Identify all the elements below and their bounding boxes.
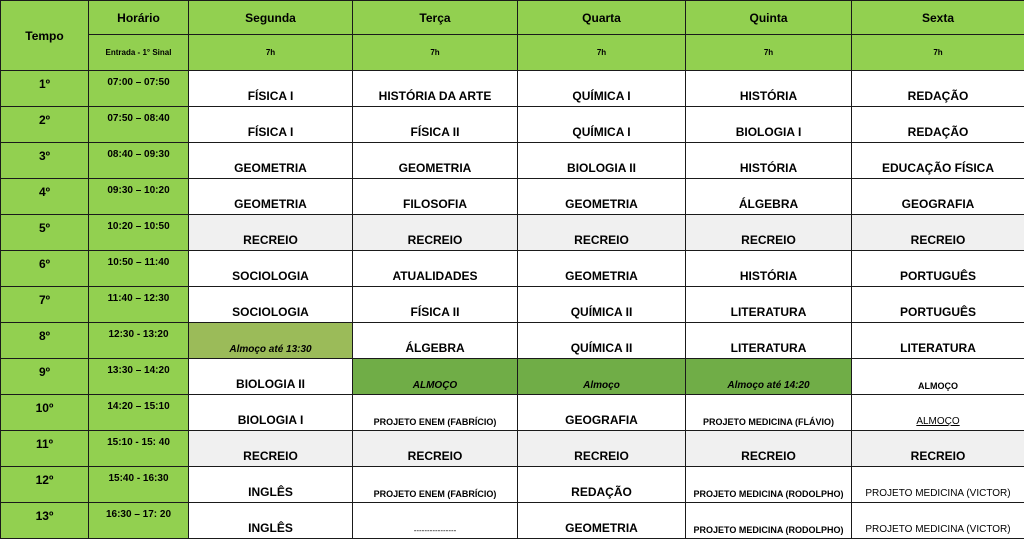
horario-cell: 07:00 – 07:50: [89, 71, 189, 107]
class-cell: PROJETO ENEM (FABRÍCIO): [353, 395, 518, 431]
tempo-cell: 4º: [1, 179, 89, 215]
horario-cell: 08:40 – 09:30: [89, 143, 189, 179]
class-cell: GEOMETRIA: [189, 179, 353, 215]
horario-header: Horário: [89, 1, 189, 35]
day-header: Segunda: [189, 1, 353, 35]
class-cell: QUÍMICA II: [518, 287, 686, 323]
entrada-label: Entrada - 1° Sinal: [89, 35, 189, 71]
horario-cell: 10:50 – 11:40: [89, 251, 189, 287]
tempo-cell: 5º: [1, 215, 89, 251]
class-cell: FÍSICA II: [353, 287, 518, 323]
tempo-cell: 12º: [1, 467, 89, 503]
lunch-cell: ALMOÇO: [852, 359, 1024, 395]
class-cell: GEOMETRIA: [518, 503, 686, 539]
table-row: [1, 323, 1024, 359]
table-row: [1, 359, 1024, 395]
recreio-cell: RECREIO: [518, 215, 686, 251]
class-cell: LITERATURA: [852, 323, 1024, 359]
table-row: [1, 395, 1024, 431]
class-cell: SOCIOLOGIA: [189, 251, 353, 287]
class-cell: ATUALIDADES: [353, 251, 518, 287]
entry-time: 7h: [353, 35, 518, 71]
class-cell: QUÍMICA I: [518, 71, 686, 107]
tempo-cell: 8º: [1, 323, 89, 359]
class-cell: PROJETO MEDICINA (FLÁVIO): [686, 395, 852, 431]
table-row: [1, 71, 1024, 107]
recreio-cell: RECREIO: [353, 215, 518, 251]
recreio-cell: RECREIO: [353, 431, 518, 467]
tempo-cell: 10º: [1, 395, 89, 431]
class-cell: REDAÇÃO: [518, 467, 686, 503]
table-row: [1, 143, 1024, 179]
empty-cell: ----------------: [353, 503, 518, 539]
lunch-cell: ALMOÇO: [852, 395, 1024, 431]
class-cell: HISTÓRIA: [686, 251, 852, 287]
tempo-cell: 9º: [1, 359, 89, 395]
class-cell: REDAÇÃO: [852, 107, 1024, 143]
day-header: Terça: [353, 1, 518, 35]
class-cell: GEOMETRIA: [189, 143, 353, 179]
entry-time: 7h: [189, 35, 353, 71]
entry-time: 7h: [852, 35, 1024, 71]
recreio-cell: RECREIO: [852, 431, 1024, 467]
recreio-cell: RECREIO: [518, 431, 686, 467]
class-cell: HISTÓRIA: [686, 143, 852, 179]
class-cell: LITERATURA: [686, 323, 852, 359]
class-cell: LITERATURA: [686, 287, 852, 323]
tempo-cell: 3º: [1, 143, 89, 179]
table-row: [1, 503, 1024, 539]
entry-time: 7h: [686, 35, 852, 71]
lunch-cell: Almoço: [518, 359, 686, 395]
day-header: Quinta: [686, 1, 852, 35]
class-cell: FÍSICA II: [353, 107, 518, 143]
class-cell: PROJETO MEDICINA (VICTOR): [852, 467, 1024, 503]
tempo-cell: 6º: [1, 251, 89, 287]
lunch-cell: Almoço até 14:20: [686, 359, 852, 395]
tempo-cell: 13º: [1, 503, 89, 539]
horario-cell: 15:40 - 16:30: [89, 467, 189, 503]
lunch-cell: Almoço até 13:30: [189, 323, 353, 359]
table-row: [1, 179, 1024, 215]
table-row: [1, 467, 1024, 503]
horario-cell: 09:30 – 10:20: [89, 179, 189, 215]
class-cell: EDUCAÇÃO FÍSICA: [852, 143, 1024, 179]
horario-cell: 13:30 – 14:20: [89, 359, 189, 395]
horario-cell: 12:30 - 13:20: [89, 323, 189, 359]
class-cell: HISTÓRIA: [686, 71, 852, 107]
class-cell: ÁLGEBRA: [686, 179, 852, 215]
horario-cell: 11:40 – 12:30: [89, 287, 189, 323]
class-cell: FÍSICA I: [189, 71, 353, 107]
table-row: [1, 287, 1024, 323]
day-header: Quarta: [518, 1, 686, 35]
table-row: [1, 107, 1024, 143]
class-cell: GEOMETRIA: [518, 251, 686, 287]
entry-time: 7h: [518, 35, 686, 71]
table-row: [1, 431, 1024, 467]
tempo-cell: 1º: [1, 71, 89, 107]
table-row: [1, 251, 1024, 287]
class-cell: GEOMETRIA: [518, 179, 686, 215]
horario-cell: 10:20 – 10:50: [89, 215, 189, 251]
recreio-cell: RECREIO: [686, 215, 852, 251]
recreio-cell: RECREIO: [686, 431, 852, 467]
class-cell: INGLÊS: [189, 503, 353, 539]
class-cell: BIOLOGIA II: [518, 143, 686, 179]
recreio-cell: RECREIO: [189, 431, 353, 467]
tempo-cell: 11º: [1, 431, 89, 467]
class-cell: ÁLGEBRA: [353, 323, 518, 359]
class-cell: GEOMETRIA: [353, 143, 518, 179]
class-cell: HISTÓRIA DA ARTE: [353, 71, 518, 107]
class-cell: BIOLOGIA II: [189, 359, 353, 395]
class-cell: BIOLOGIA I: [686, 107, 852, 143]
class-cell: PROJETO MEDICINA (VICTOR): [852, 503, 1024, 539]
horario-cell: 16:30 – 17: 20: [89, 503, 189, 539]
horario-cell: 07:50 – 08:40: [89, 107, 189, 143]
recreio-cell: RECREIO: [189, 215, 353, 251]
class-cell: BIOLOGIA I: [189, 395, 353, 431]
tempo-cell: 2º: [1, 107, 89, 143]
class-cell: INGLÊS: [189, 467, 353, 503]
table-row: [1, 215, 1024, 251]
tempo-cell: 7º: [1, 287, 89, 323]
class-cell: PORTUGUÊS: [852, 287, 1024, 323]
class-cell: REDAÇÃO: [852, 71, 1024, 107]
class-cell: PROJETO MEDICINA (RODOLPHO): [686, 467, 852, 503]
class-cell: GEOGRAFIA: [518, 395, 686, 431]
class-cell: PORTUGUÊS: [852, 251, 1024, 287]
horario-cell: 14:20 – 15:10: [89, 395, 189, 431]
class-cell: GEOGRAFIA: [852, 179, 1024, 215]
horario-cell: 15:10 - 15: 40: [89, 431, 189, 467]
day-header: Sexta: [852, 1, 1024, 35]
lunch-cell: ALMOÇO: [353, 359, 518, 395]
class-cell: PROJETO MEDICINA (RODOLPHO): [686, 503, 852, 539]
recreio-cell: RECREIO: [852, 215, 1024, 251]
class-cell: FÍSICA I: [189, 107, 353, 143]
class-cell: SOCIOLOGIA: [189, 287, 353, 323]
class-cell: QUÍMICA II: [518, 323, 686, 359]
class-cell: PROJETO ENEM (FABRÍCIO): [353, 467, 518, 503]
class-cell: QUÍMICA I: [518, 107, 686, 143]
class-cell: FILOSOFIA: [353, 179, 518, 215]
tempo-header: Tempo: [1, 1, 89, 71]
